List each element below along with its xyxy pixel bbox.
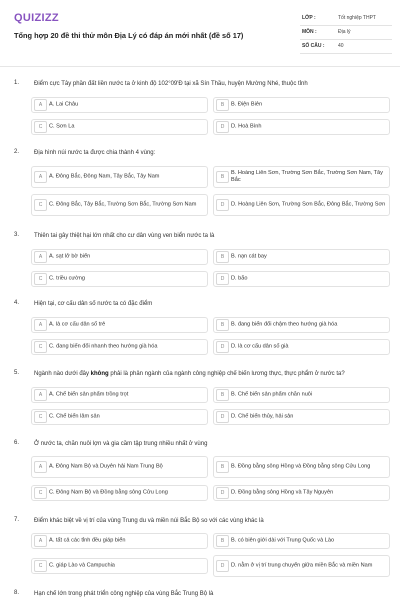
option-letter: C — [34, 121, 47, 133]
option-letter: B — [216, 389, 229, 401]
option-letter: C — [34, 341, 47, 353]
option-text: D. Hoàng Liên Sơn, Trường Sơn Bắc, Đông Bắc, Trường Sơn — [231, 201, 386, 208]
option-text: B. Chế biến sản phẩm chăn nuôi — [231, 391, 313, 398]
option-text: D. bão — [231, 275, 248, 282]
question-text — [34, 370, 390, 378]
option-b[interactable] — [213, 456, 390, 478]
header-divider — [0, 66, 400, 67]
option-letter: B — [216, 461, 229, 473]
question-1 — [0, 80, 400, 140]
option-letter: D — [216, 411, 229, 423]
option-a[interactable] — [31, 456, 208, 478]
question-text: Thiên tai gây thiệt hại lớn nhất cho cư dân vùng ven biển nước ta là — [34, 233, 215, 239]
option-letter: B — [216, 171, 229, 183]
option-text: D. là cơ cấu dân số già — [231, 343, 289, 350]
option-a[interactable] — [31, 249, 208, 265]
option-text: B. Điện Biên — [231, 101, 263, 108]
page-title: Tổng hợp 20 đề thi thử môn Địa Lý có đáp án mới nhất (đề số 17) — [14, 31, 244, 40]
question-4 — [0, 300, 400, 360]
option-letter: D — [216, 199, 229, 211]
option-d[interactable] — [213, 555, 390, 577]
option-text: B. Hoàng Liên Sơn, Trường Sơn Bắc, Trường Sơn Nam, Tây Bắc — [231, 170, 383, 183]
option-letter: A — [34, 535, 47, 547]
option-d[interactable] — [213, 271, 390, 287]
question-6 — [0, 440, 400, 510]
option-letter: C — [34, 487, 47, 499]
option-c[interactable] — [31, 409, 208, 425]
option-letter: A — [34, 99, 47, 111]
option-text: A. tất cả các tỉnh đều giáp biển — [49, 537, 126, 544]
question-number: 8. — [14, 590, 20, 596]
worksheet-header — [0, 0, 400, 60]
option-text: D. Đồng bằng sông Hồng và Tây Nguyên — [231, 489, 334, 496]
option-text: C. giáp Lào và Campuchia — [49, 562, 115, 569]
option-c[interactable] — [31, 485, 208, 501]
option-text: B. có biên giới dài với Trung Quốc và Lào — [231, 537, 335, 544]
option-letter: B — [216, 319, 229, 331]
meta-row-question-count — [300, 40, 392, 54]
option-text: C. đang biến đổi nhanh theo hướng già hóa — [49, 343, 158, 350]
option-letter: C — [34, 273, 47, 285]
question-text: Hiện tại, cơ cấu dân số nước ta có đặc điểm — [34, 301, 153, 307]
question-number: 7. — [14, 517, 20, 523]
option-text: A. Đông Nam Bộ và Duyên hải Nam Trung Bộ — [49, 463, 163, 470]
worksheet-meta — [300, 12, 392, 54]
option-b[interactable] — [213, 317, 390, 333]
question-7 — [0, 517, 400, 585]
quizizz-logo: QUIZIZZ — [14, 12, 59, 24]
question-number: 3. — [14, 232, 20, 238]
question-text: Hạn chế lớn trong phát triển công nghiệp của vùng Bắc Trung Bộ là — [34, 591, 214, 597]
option-letter: C — [34, 411, 47, 423]
meta-label: LỚP : — [302, 15, 316, 21]
meta-label: SỐ CÂU : — [302, 43, 325, 49]
question-text: Điểm cực Tây phần đất liền nước ta ở kinh độ 102°09'Đ tại xã Sín Thầu, huyện Mường Nhé, thuộc tỉnh — [34, 81, 308, 87]
option-d[interactable] — [213, 409, 390, 425]
option-text: A. là cơ cấu dân số trẻ — [49, 321, 106, 328]
option-c[interactable] — [31, 119, 208, 135]
option-a[interactable] — [31, 317, 208, 333]
option-letter: A — [34, 251, 47, 263]
question-number: 5. — [14, 370, 20, 376]
option-c[interactable] — [31, 558, 208, 574]
option-letter: D — [216, 121, 229, 133]
option-c[interactable] — [31, 339, 208, 355]
option-text: C. Sơn La — [49, 123, 75, 130]
question-text: Địa hình núi nước ta được chia thành 4 vùng: — [34, 150, 156, 156]
option-letter: A — [34, 171, 47, 183]
option-c[interactable] — [31, 271, 208, 287]
option-text: C. triều cường — [49, 275, 86, 282]
question-number: 4. — [14, 300, 20, 306]
option-text: D. Chế biến thủy, hải sản — [231, 413, 294, 420]
option-letter: D — [216, 273, 229, 285]
option-text: A. Đông Bắc, Đông Nam, Tây Bắc, Tây Nam — [49, 173, 160, 180]
option-letter: D — [216, 560, 229, 572]
option-c[interactable] — [31, 194, 208, 216]
option-d[interactable] — [213, 119, 390, 135]
option-text: D. nằm ở vị trí trung chuyển giữa miền Bắc và miền Nam — [231, 562, 373, 569]
option-text: A. Chế biến sản phẩm trồng trọt — [49, 391, 129, 398]
option-text: A. sạt lở bờ biển — [49, 253, 91, 260]
option-letter: B — [216, 251, 229, 263]
option-text: B. Đồng bằng sông Hồng và Đồng bằng sông Cửu Long — [231, 463, 371, 470]
option-a[interactable] — [31, 387, 208, 403]
option-letter: C — [34, 560, 47, 572]
meta-value: 40 — [338, 43, 344, 49]
meta-row-subject — [300, 26, 392, 40]
option-letter: D — [216, 487, 229, 499]
option-a[interactable] — [31, 533, 208, 549]
meta-value: Tốt nghiệp THPT — [338, 15, 376, 21]
option-letter: D — [216, 341, 229, 353]
meta-row-class — [300, 12, 392, 26]
question-3 — [0, 232, 400, 292]
meta-value: Địa lý — [338, 29, 351, 35]
option-b[interactable] — [213, 97, 390, 113]
option-a[interactable] — [31, 166, 208, 188]
option-text: D. Hoà Bình — [231, 123, 262, 130]
option-text: C. Đông Nam Bộ và Đồng bằng sông Cửu Long — [49, 489, 168, 496]
option-letter: B — [216, 535, 229, 547]
question-number: 2. — [14, 149, 20, 155]
option-text: B. đang biến đổi chậm theo hướng già hóa — [231, 321, 338, 328]
option-text: C. Đông Bắc, Tây Bắc, Trường Sơn Bắc, Trường Sơn Nam — [49, 201, 197, 208]
question-number: 6. — [14, 440, 20, 446]
question-number: 1. — [14, 80, 20, 86]
option-text: B. nạn cát bay — [231, 253, 267, 260]
option-d[interactable] — [213, 339, 390, 355]
option-letter: A — [34, 389, 47, 401]
option-a[interactable] — [31, 97, 208, 113]
option-b[interactable] — [213, 533, 390, 549]
option-letter: A — [34, 461, 47, 473]
option-text: A. Lai Châu — [49, 101, 79, 108]
option-d[interactable] — [213, 194, 390, 216]
question-text-part: phải là phân ngành của ngành công nghiệp chế biến lương thực, thực phẩm ở nước ta? — [108, 371, 345, 377]
option-letter: A — [34, 319, 47, 331]
option-b[interactable] — [213, 387, 390, 403]
question-text-part: Ngành nào dưới đây — [34, 371, 91, 377]
question-2 — [0, 149, 400, 224]
option-letter: B — [216, 99, 229, 111]
meta-label: MÔN : — [302, 29, 317, 35]
question-text: Ở nước ta, chăn nuôi lợn và gia cầm tập trung nhiều nhất ở vùng — [34, 441, 208, 447]
option-text: C. Chế biến lâm sản — [49, 413, 100, 420]
question-text-emphasis: không — [90, 371, 109, 377]
question-8 — [0, 590, 400, 600]
question-5 — [0, 370, 400, 430]
question-text: Điểm khác biệt về vị trí của vùng Trung du và miền núi Bắc Bộ so với các vùng khác là — [34, 518, 264, 524]
option-b[interactable] — [213, 249, 390, 265]
option-b[interactable] — [213, 166, 390, 188]
option-d[interactable] — [213, 485, 390, 501]
option-letter: C — [34, 199, 47, 211]
